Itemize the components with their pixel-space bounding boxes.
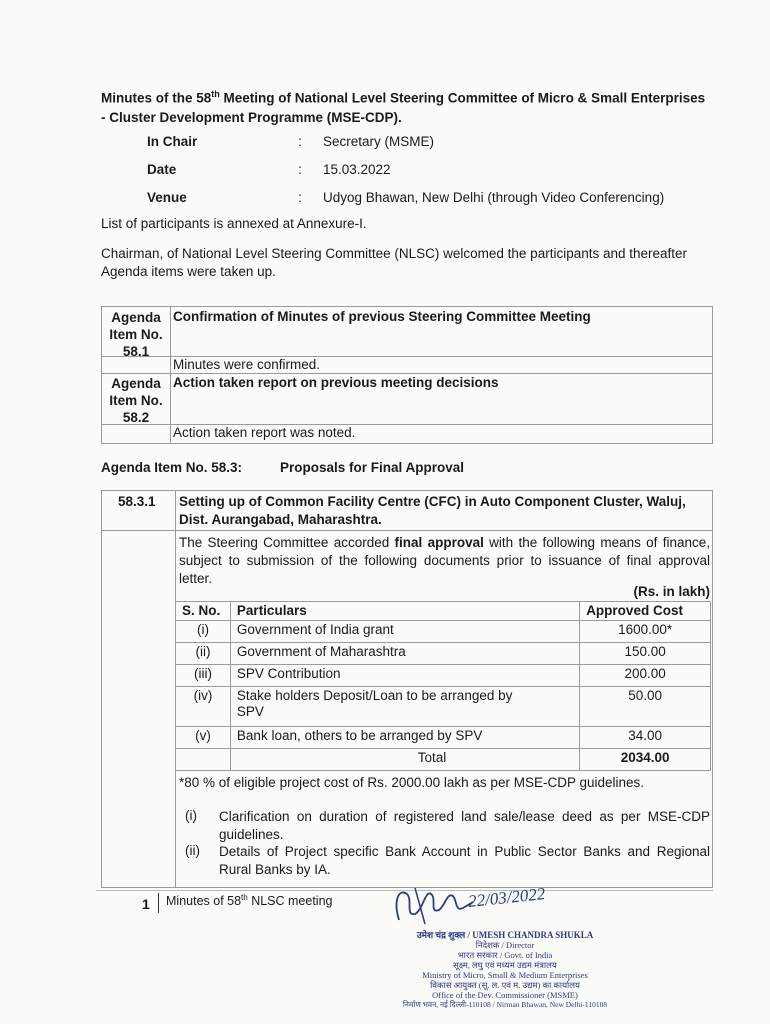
venue-value: Udyog Bhawan, New Delhi (through Video Conferencing) [323, 190, 665, 205]
chair-value: Secretary (MSME) [323, 134, 435, 149]
footer-text: Minutes of 58th NLSC meeting [166, 893, 333, 909]
row-sno: (iii) [176, 665, 231, 687]
table-row [176, 643, 711, 665]
total-value: 2034.00 [580, 749, 711, 771]
participants-note: List of participants is annexed at Annexure-I. [101, 216, 367, 231]
chair-label: In Chair [147, 134, 198, 149]
date-colon: : [298, 162, 302, 177]
approval-paragraph: The Steering Committee accorded final approval with the following means of finance, subject to submission of the following documents prior to issuance of final approval letter. [179, 535, 710, 586]
table-row [176, 727, 711, 749]
unit-label: (Rs. in lakh) [633, 584, 710, 599]
header-particulars: Particulars [230, 602, 579, 621]
official-stamp: उमेश चंद्र शुक्ल / UMESH CHANDRA SHUKLA निदेशक / Director भारत सरकार / Govt. of India सूक्ष्म, लघु एवं मध्यम उद्यम मंत्रालय Ministry of Micro, Small & Medium Enterprises विकास आयुक्त (सू. ल. एवं म. उद्यम) का कार्यालय Office of the Dev. Commissioner (MSME) निर्माण भवन, नई दिल्ली-110108 / Nirman Bhawan, New Delhi-110108 [402, 930, 608, 1009]
condition-2-num: (ii) [185, 843, 200, 858]
row-cost: 1600.00* [580, 621, 711, 643]
chair-colon: : [298, 134, 302, 149]
header-approved-cost: Approved Cost [580, 602, 711, 621]
item-5831-heading: Setting up of Common Facility Centre (CFC) in Auto Component Cluster, Waluj, Dist. Aurangabad, Maharashtra. [179, 494, 686, 527]
agenda-583-heading: Proposals for Final Approval [280, 460, 465, 475]
venue-label: Venue [147, 190, 187, 205]
total-row [176, 749, 711, 771]
row-cost: 34.00 [580, 727, 711, 749]
row-cost: 200.00 [580, 665, 711, 687]
row-particular: Stake holders Deposit/Loan to be arranged by SPV [230, 687, 579, 727]
total-label: Total [230, 749, 579, 771]
row-cost: 50.00 [580, 687, 711, 727]
date-label: Date [147, 162, 177, 177]
agenda-582-heading: Action taken report on previous meeting decisions [173, 375, 499, 390]
row-particular: Bank loan, others to be arranged by SPV [230, 727, 579, 749]
agenda-581-heading: Confirmation of Minutes of previous Steering Committee Meeting [173, 309, 591, 324]
row-sno: (i) [176, 621, 231, 643]
condition-2-text: Details of Project specific Bank Account in Public Sector Banks and Regional Rural Banks by IA. [219, 844, 710, 877]
footnote: *80 % of eligible project cost of Rs. 2000.00 lakh as per MSE-CDP guidelines. [179, 775, 644, 790]
agenda-582-result: Action taken report was noted. [173, 425, 356, 440]
finance-header-row [176, 602, 711, 621]
handwritten-date: 22/03/2022 [467, 884, 547, 911]
item-5831-number: 58.3.1 [118, 494, 156, 509]
document-title: Minutes of the 58th Meeting of National Level Steering Committee of Micro & Small Enterprises - Cluster Development Programme (MSE-CDP). [101, 89, 706, 125]
agenda-581-label: Agenda Item No. 58.1 [109, 310, 163, 359]
date-value: 15.03.2022 [323, 162, 391, 177]
condition-1-text: Clarification on duration of registered land sale/lease deed as per MSE-CDP guidelines. [219, 809, 710, 842]
finance-table [175, 601, 711, 771]
venue-colon: : [298, 190, 302, 205]
row-sno: (iv) [176, 687, 231, 727]
row-particular: Government of India grant [230, 621, 579, 643]
agenda-583-label: Agenda Item No. 58.3: [101, 460, 243, 475]
condition-1-num: (i) [185, 808, 197, 823]
header-sno: S. No. [176, 602, 231, 621]
intro-paragraph: Chairman, of National Level Steering Committee (NLSC) welcomed the participants and thereafter Agenda items were taken up. [101, 246, 688, 279]
table-row [176, 665, 711, 687]
agenda-582-label: Agenda Item No. 58.2 [109, 376, 163, 425]
table-row [176, 621, 711, 643]
row-particular: SPV Contribution [230, 665, 579, 687]
row-particular: Government of Maharashtra [230, 643, 579, 665]
table-row [176, 687, 711, 727]
row-sno: (v) [176, 727, 231, 749]
row-cost: 150.00 [580, 643, 711, 665]
agenda-581-result: Minutes were confirmed. [173, 357, 321, 372]
page-number: 1 [142, 896, 150, 912]
row-sno: (ii) [176, 643, 231, 665]
